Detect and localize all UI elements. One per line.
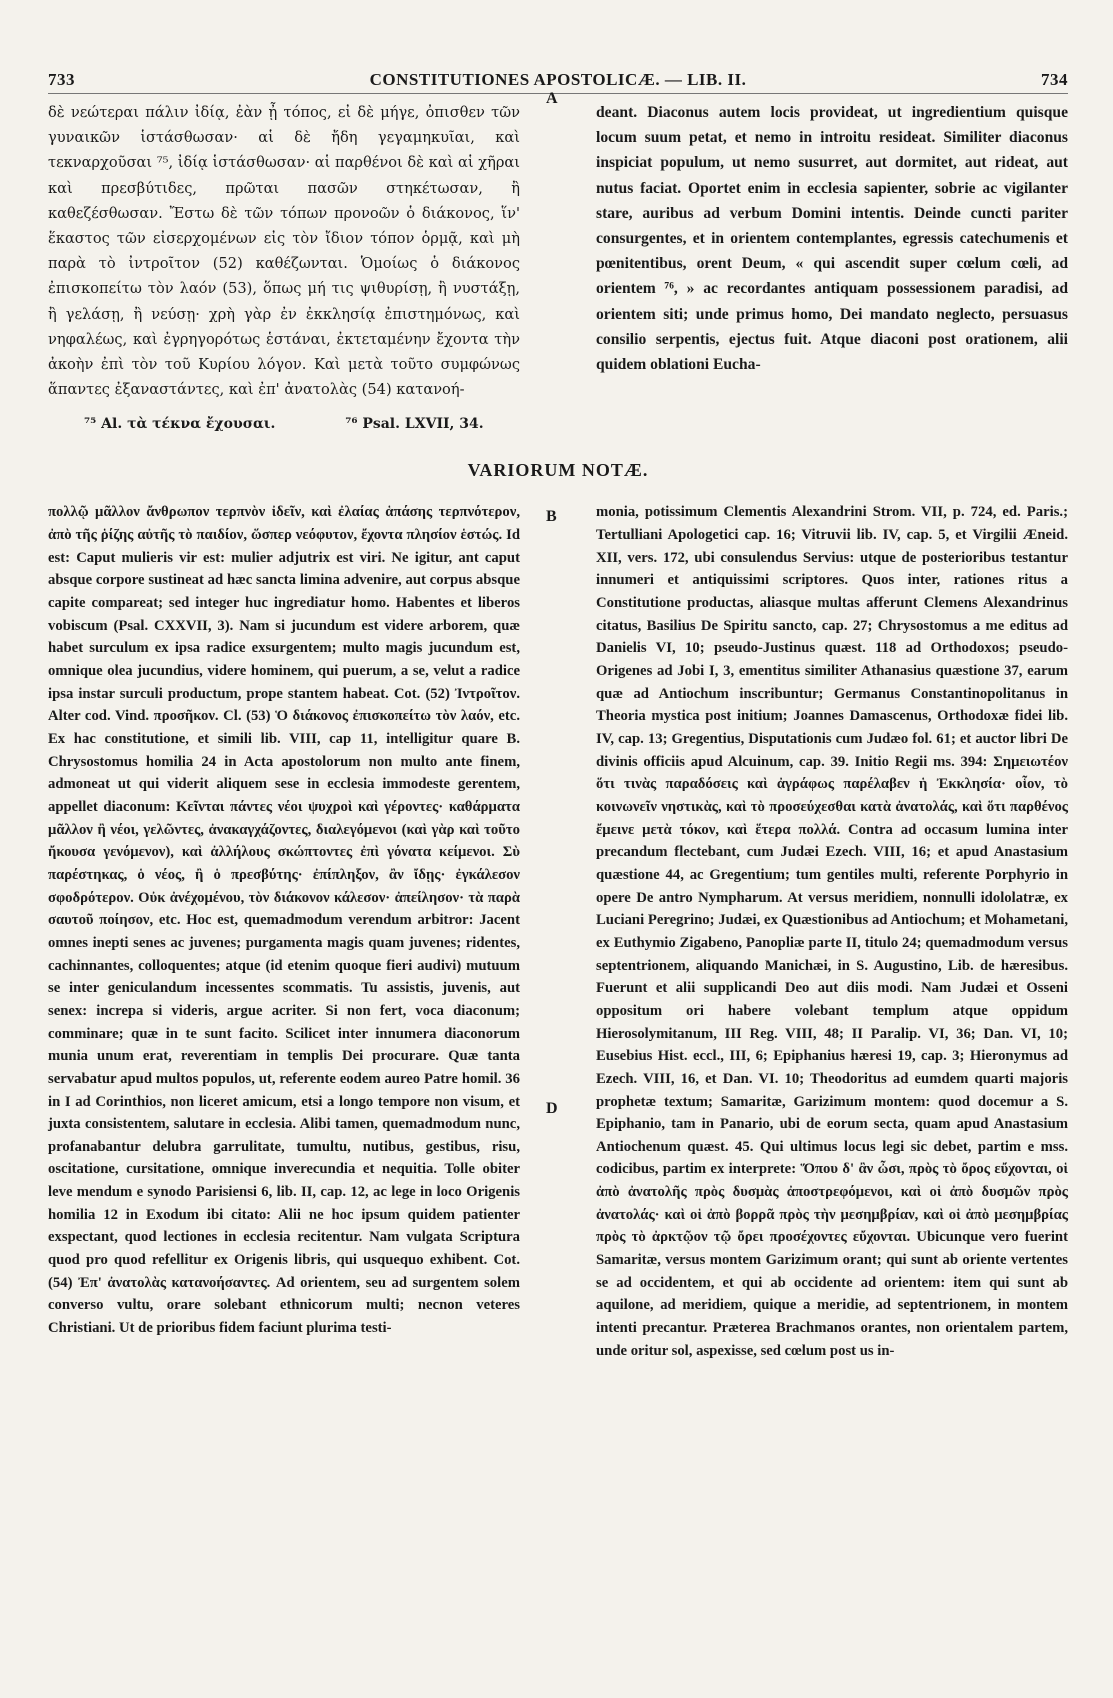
- notes-left-column: [48, 501, 520, 1362]
- latin-column: [596, 100, 1068, 402]
- main-text: [48, 100, 1068, 402]
- variorum-notes: [48, 501, 1068, 1362]
- notes-right-column: [596, 501, 1068, 1362]
- page: [48, 70, 1068, 1362]
- notes-left-text: πολλῷ μᾶλλον ἄνθρωπον τερπνὸν ἰδεῖν, καὶ ἐλαίας ἁπάσης τερπνότερον, ἀπὸ τῆς ῥίζης αὐτῆς τὸ παιδίον, ὥσπερ νεόφυτον, ἔχοντα πλησίον ἑστώς. Id est: Caput mulieris vir est: mulier adjutrix est viri. Ne igitur, ant caput absque corpore sustineat ad hæc sancta limina advenire, aut corpus absque capite compareat; sed integer huc ingrediatur homo. Habentes et liberos vobiscum (Psal. CXXVII, 3). Nam si jucundum est videre arborem, quæ habet surculum ex ipsa radice exsurgentem; multo magis jucundum est, omnique olea jucundius, videre hominem, qui puerum, a se, velut a radice ipsa instar surculi productum, prope stantem habeat. Cot. (52) Ἰντροῖτον. Alter cod. Vind. προσῆκον. Cl. (53) Ὁ διάκονος ἐπισκοπείτω τὸν λαόν, etc. Ex hac constitutione, et simili lib. VIII, cap 11, intelligitur quare B. Chrysostomus homilia 24 in Acta apostolorum non multo ante finem, admoneat ut qui viderit aliquem sese in ecclesia immodeste gerentem, appellet diaconum: Κεῖνται πάντες νέοι ψυχροὶ καὶ γέροντες· καθάρματα μᾶλλον ἢ νέοι, γελῶντες, ἀνακαγχάζοντες, διαλεγόμενοι (καὶ γὰρ καὶ τοῦτο ἤκουσα γενόμενον), καὶ ἀλλήλους σκώπτοντες ἐπὶ γόνατα κείμενοι. Σὺ παρέστηκας, ὁ νέος, ἢ ὁ πρεσβύτης· ἐπίπληξον, ἂν ἴδῃς· ἐγκάλεσον σφοδρότερον. Οὐκ ἀνέχομένου, τὸν διάκονον κάλεσον· ἀπείλησον· τὰ παρὰ σαυτοῦ ποίησον, etc. Hoc est, quemadmodum verendum arbitror: Jacent omnes inepti senes ac juvenes; purgamenta magis quam juvenes; ridentes, cachinnantes, colloquentes; atque (id etenim quoque fieri audivi) mutuum se inter geniculandum incessentes scommatis. Tu assistis, juvenis, aut senex: increpa si videris, argue acriter. Si non fert, voca diaconum; comminare; quæ in te sunt facito. Scilicet inter innumera diaconorum munia unum erat, reverentiam in templis Dei procurare. Quæ tanta servabatur apud multos populos, ut, referente eodem aureo Patre homil. 36 in I ad Corinthios, non liceret amicum, etsi a longo tempore non visum, et juxta consistentem, salutare in ecclesia. Alibi tamen, quemadmodum nunc, profanabantur delubra garrulitate, tumultu, nutibus, gestibus, risu, oscitatione, cursitatione, omnique inverecundia et nequitia. Tolle obiter leve mendum e synodo Parisiensi 6, lib. II, cap. 12, ac lege in loco Origenis homilia 12 in Exodum ibi citato: Alii ne hoc ipsum quidem patienter exspectant, quod lectiones in ecclesia recitentur. Nam vulgata Scriptura quod pro quod refellitur ex Origenis libris, qui usquequo exhibent. Cot. (54) Ἐπ' ἀνατολὰς κατανοήσαντες. Ad orientem, seu ad surgentem solem converso vultu, orare solebant ethnicorum multi; necnon veteres Christiani. Ut de prioribus fidem faciunt plurima testi-: [48, 504, 520, 1337]
- footnotes: [48, 416, 1068, 432]
- running-title: CONSTITUTIONES APOSTOLICÆ. — LIB. II.: [369, 70, 747, 89]
- notes-right-text: monia, potissimum Clementis Alexandrini Strom. VII, p. 724, ed. Paris.; Tertulliani Apologetici cap. 16; Vitruvii lib. IV, cap. 5, et Virgilii Æneid. XII, vers. 172, ubi consulendus Servius: utque de posterioribus testantur innumeri et antiquissimi scriptores. Quos inter, rationes ritus a Constitutione productas, aliasque multas afferunt Clemens Alexandrinus citatus, Basilius De Spiritu sancto, cap. 27; Chrysostomus a me editus ad Danielis VI, 10; pseudo-Justinus quæst. 118 ad Orthodoxos; pseudo-Origenes ad Jobi I, 3, ementitus similiter Athanasius quæstione 37, earum quæ ad Antiochum inscribuntur; Germanus Constantinopolitanus in Theoria mystica post initium; Joannes Damascenus, Orthodoxæ fidei lib. IV, cap. 13; Gregentius, Disputationis cum Judæo fol. 61; et auctor libri De divinis officiis apud Alcuinum, cap. 39. Initio Regii ms. 394: Σημειωτέον ὅτι τινὰς παραδόσεις καὶ ἀγράφως παρέλαβεν ἡ Ἐκκλησία· οἷον, τὸ κοινωνεῖν νηστικὰς, καὶ τὸ προσεύχεσθαι κατὰ ἀνατολάς, καὶ ὅτι παρθένος ἔμεινε μετὰ τόκον, καὶ ἕτερα πολλά. Contra ad occasum lumina inter precandum flectebant, cum Judæi Ezech. VIII, 16; et apud Anastasium quæstione 44, ac Gregentium; tum gentiles multi, referente Porphyrio in opere De antro Nympharum. At versus meridiem, nonnulli idololatræ, ex Luciani Peregrino; Judæi, ex Quæstionibus ad Antiochum; et Mohametani, ex Euthymio Zigabeno, Panopliæ parte II, titulo 24; quemadmodum versus septentrionem, aliquando Manichæi, in S. Augustino, Lib. de hæresibus. Fuerunt et alii supplicandi Deo aut diis modi. Nam Judæi et Osseni oppositum ori habere volebant templum atque oppidum Hierosolymitanum, III Reg. VIII, 48; II Paralip. VI, 36; Dan. VI, 10; Eusebius Hist. eccl., III, 6; Epiphanius hæresi 19, cap. 3; Hieronymus ad Ezech. VIII, 16, et Dan. VI. 10; Theodoritus ad eumdem quarti majoris prophetæ textum; Samaritæ, Garizimum montem: quod docemur a S. Epiphanio, tam in Panario, ubi de eorum secta, quam apud Anastasium Antiochenum quæst. 45. Qui ultimus locus legi sic debet, partim e mss. codicibus, partim ex interprete: Ὅπου δ' ἂν ὦσι, πρὸς τὸ ὄρος εὔχονται, οἱ ἀπὸ ἀνατολῆς πρὸς δυσμὰς ἀποστρεφόμενοι, καὶ οἱ ἀπὸ δυσμῶν πρὸς ἀνατολάς· καὶ οἱ ἀπὸ βορρᾶ πρὸς τὴν μεσημβρίαν, καὶ οἱ ἀπὸ μεσημβρίας πρὸς τὸ ἀρκτῷον τῷ ὄρει προσέχοντες εὔχονται. Ubicunque vero fuerint Samaritæ, versus montem Garizimum orant; qui sunt ab oriente vertentes se ad occidentem, et qui ab occidente ad orientem: item qui sunt ab aquilone, ad meridiem, quique a meridie, ad septentrionem, in montem intenti precantur. Præterea Brachmanos orantes, non orientalem partem, unde oritur sol, aspexisse, sed cœlum post us in-: [596, 504, 1068, 1359]
- running-head: [48, 70, 1068, 94]
- greek-column: [48, 100, 520, 402]
- margin-letter-d: D: [546, 1100, 558, 1117]
- page-number-right: 734: [1041, 70, 1068, 89]
- footnote-2: ⁷⁶ Psal. LXVII, 34.: [345, 416, 484, 433]
- footnote-1: ⁷⁵ Al. τὰ τέκνα ἔχουσαι.: [84, 416, 276, 433]
- margin-letter-a: A: [546, 90, 558, 107]
- greek-text: δὲ νεώτεραι πάλιν ἰδίᾳ, ἐὰν ᾖ τόπος, εἰ δὲ μήγε, ὀπισθεν τῶν γυναικῶν ἱστάσθωσαν· αἱ δὲ ἤδη γεγαμηκυῖαι, καὶ τεκναρχοῦσαι ⁷⁵, ἰδίᾳ ἱστάσθωσαν· αἱ παρθένοι δὲ καὶ αἱ χῆραι καὶ πρεσβύτιδες, πρῶται πασῶν στηκέτωσαν, ἢ καθεζέσθωσαν. Ἔστω δὲ τῶν τόπων προνοῶν ὁ διάκονος, ἵν' ἕκαστος τῶν εἰσερχομένων εἰς τὸν ἴδιον τόπον ὁρμᾷ, καὶ μὴ παρὰ τὸ ἰντροῖτον (52) καθέζωνται. Ὁμοίως ὁ διάκονος ἐπισκοπείτω τὸν λαόν (53), ὅπως μή τις ψιθυρίσῃ, ἢ νυστάξῃ, ἢ γελάσῃ, ἢ νεύσῃ· χρὴ γὰρ ἐν ἐκκλησίᾳ ἐπιστημόνως, καὶ νηφαλέως, καὶ ἐγρηγορότως ἑστάναι, ἐκτεταμένην ἔχοντα τὴν ἀκοὴν ἐπὶ τὸν τοῦ Κυρίου λόγον. Καὶ μετὰ τοῦτο συμφώνως ἅπαντες ἐξαναστάντες, καὶ ἐπ' ἀνατολὰς (54) κατανοή-: [48, 104, 520, 399]
- notes-title: VARIORUM NOTÆ.: [467, 460, 649, 481]
- page-number-left: 733: [48, 70, 75, 89]
- margin-letter-b: B: [546, 508, 557, 525]
- latin-text: deant. Diaconus autem locis provideat, ut ingredientium quisque locum suum petat, et nemo in introitu resideat. Similiter diaconus inspiciat populum, ut nemo susurret, aut dormitet, aut rideat, aut nutus faciat. Oportet enim in ecclesia sapienter, sobrie ac vigilanter stare, auribus ad verbum Domini intentis. Deinde cuncti pariter consurgentes, et in orientem contemplantes, egressis catechumenis et pœnitentibus, orent Deum, « qui ascendit super cœlum cœli, ad orientem ⁷⁶, » ac recordantes antiquam possessionem paradisi, ad orientem siti; unde primus homo, Dei mandato neglecto, persuasus consilio serpentis, ejectus fuit. Atque diaconi post orationem, alii quidem oblationi Eucha-: [596, 104, 1068, 374]
